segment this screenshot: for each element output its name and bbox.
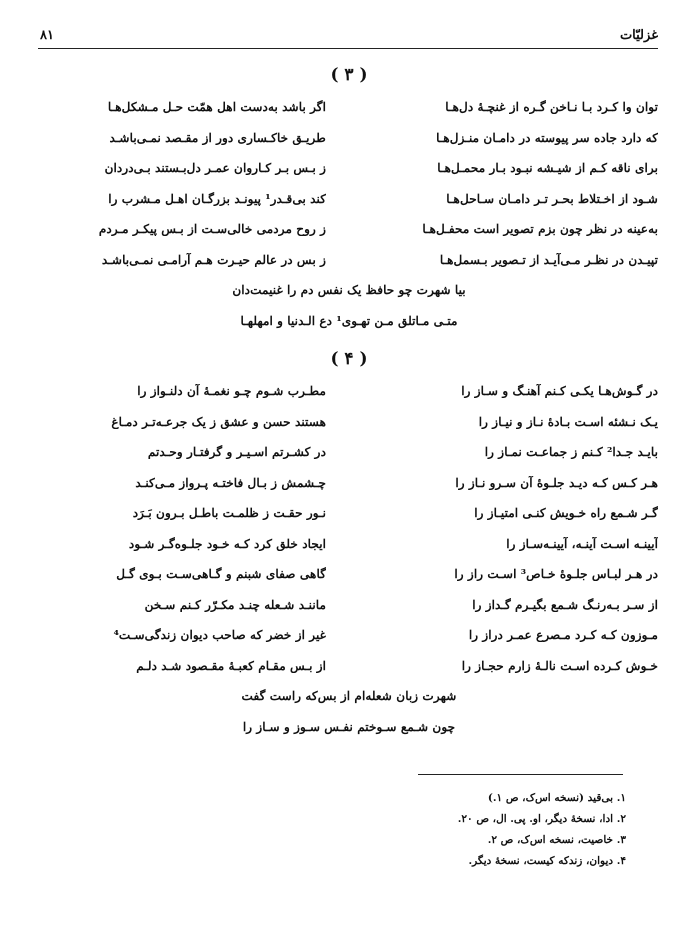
first-hemistich: ایجاد خلق کرد کـه خـود جلـوه‌گـر شـود: [128, 536, 326, 551]
couplet: [40, 437, 658, 468]
couplet: [40, 468, 658, 499]
first-hemistich: ز روح مردمی خالی‌سـت از بـس پیکـر مـردم: [98, 222, 326, 237]
footnote: ۲. ادا، نسخهٔ دیگر، او. پی. ال، ص ۲۰.: [457, 813, 626, 825]
couplet: [40, 214, 658, 245]
ghazal-4: [40, 346, 658, 742]
second-hemistich: تپیـدن در نظـر مـی‌آیـد از تـصویر بـسمل‌هـا: [439, 252, 658, 267]
couplet: [40, 559, 658, 590]
first-hemistich: گاهی صفای شبنم و گـاهی‌سـت بـوی گـل: [116, 567, 326, 582]
first-hemistich: ز بـس بـر کـاروان عمـر دل‌بـستند بـی‌دردان: [104, 161, 326, 176]
first-hemistich: طریـق خاکـساری دور از مقـصد نمـی‌باشـد: [109, 130, 326, 145]
second-hemistich: هـر کـس کـه دیـد جلـوهٔ آن سـرو نـاز را: [455, 475, 658, 490]
ghazal-number: ( ۳ ): [330, 65, 368, 85]
second-hemistich: آیینـه اسـت آینـه، آیینـه‌سـاز را: [506, 536, 658, 551]
page-number: ۸۱: [40, 27, 54, 43]
first-hemistich: ز بس در عالم حیـرت هـم آرامـی نمـی‌باشـد: [101, 252, 326, 267]
page-header: [40, 24, 658, 46]
closing-line: چون شـمع سـوختم نفـس سـوز و سـاز را: [242, 719, 456, 734]
second-hemistich: خـوش کـرده اسـت نالـهٔ زارم حجـاز را: [461, 658, 658, 673]
second-hemistich: مـوزون کـه کـرد مـصرع عمـر دراز را: [468, 628, 658, 643]
footnotes: [326, 788, 626, 872]
couplet: [40, 123, 658, 154]
couplet: [40, 529, 658, 560]
first-hemistich: از بـس مقـام کعبـهٔ مقـصود شـد دلـم: [136, 658, 326, 673]
couplet: [40, 620, 658, 651]
footnote: ۳. خاصیت، نسخه اس‌ک، ص ۲.: [487, 834, 626, 846]
couplet: [40, 245, 658, 276]
first-hemistich: در کشـرتم اسـیـر و گرفتـار وحـدتم: [147, 445, 326, 460]
second-hemistich: از سـر بـه‌رنـگ شـمع بگیـرم گـداز را: [472, 597, 658, 612]
second-hemistich: یـک نـشئه اسـت بـادهٔ نـاز و نیـاز را: [478, 414, 658, 429]
header-rule: [38, 48, 658, 49]
second-hemistich: در گـوش‌هـا یکـی کـنم آهنـگ و سـاز را: [461, 384, 658, 399]
second-hemistich: در هـر لبـاس جلـوهٔ خـاص³ اسـت راز را: [454, 567, 658, 582]
couplet: [40, 590, 658, 621]
first-hemistich: ماننـد شـعله چنـد مکـرّر کـنم سـخن: [144, 597, 326, 612]
running-title: غزلیّات: [619, 27, 658, 43]
couplet: [40, 498, 658, 529]
second-hemistich: به‌عینه در نظر چون بزم تصویر است محفـل‌هـا: [422, 222, 658, 237]
couplet: [40, 651, 658, 682]
couplet: [40, 184, 658, 215]
first-hemistich: غیر از خضر که صاحب دیوان زندگی‌سـت⁴: [113, 628, 326, 643]
couplet: [40, 407, 658, 438]
second-hemistich: گـر شـمع راه خـویش کنـی امتیـاز را: [474, 506, 658, 521]
first-hemistich: مطـرب شـوم چـو نغمـهٔ آن دلنـواز را: [137, 384, 326, 399]
ghazal-number: ( ۴ ): [330, 349, 368, 369]
closing-line: متـی مـاتلق مـن تهـوی¹ دع الـدنیا و امهلهـا: [240, 313, 458, 328]
first-hemistich: کند بی‌قـدر¹ پیونـد بزرگـان اهـل مـشرب را: [108, 191, 326, 206]
first-hemistich: هستند حسن و عشق ز یک جرعـه‌تـر دمـاغ: [111, 414, 326, 429]
second-hemistich: که دارد جاده سر پیوسته در دامـان منـزل‌هـا: [436, 130, 658, 145]
closing-line: شهرت زبان شعله‌ام از بس‌که راست گفت: [241, 689, 457, 703]
couplet: [40, 153, 658, 184]
couplet: [40, 92, 658, 123]
second-hemistich: بایـد جـدا² کـنم ز جماعـت نمـاز را: [484, 445, 658, 460]
footnote-rule: [418, 774, 623, 775]
second-hemistich: شـود از اخـتلاط بحـر تـر دامـان سـاحل‌هـا: [446, 191, 658, 206]
closing-line: بیا شهرت چو حافظ یک نفس دم را غنیمت‌دان: [232, 283, 466, 297]
footnote: ۱. بی‌قید (نسخه اس‌ک، ص ۱.): [487, 792, 626, 804]
ghazal-3: [40, 62, 658, 336]
footnote: ۴. دیوان، زندکه کیست، نسخهٔ دیگر.: [468, 855, 626, 867]
second-hemistich: توان وا کـرد بـا نـاخن گـره از غنچـهٔ دل‌هـا: [445, 100, 658, 115]
first-hemistich: چـشمش ز بـال فاختـه پـرواز مـی‌کنـد: [135, 475, 326, 490]
couplet: [40, 376, 658, 407]
first-hemistich: نـور حقـت ز ظلمـت باطـل بـرون بَـرَد: [132, 506, 326, 521]
first-hemistich: اگر باشد به‌دست اهل همّت حـل مـشکل‌هـا: [107, 100, 326, 115]
second-hemistich: برای ناقه کـم از شیـشه نبـود بـار محمـل‌هـا: [437, 161, 658, 176]
